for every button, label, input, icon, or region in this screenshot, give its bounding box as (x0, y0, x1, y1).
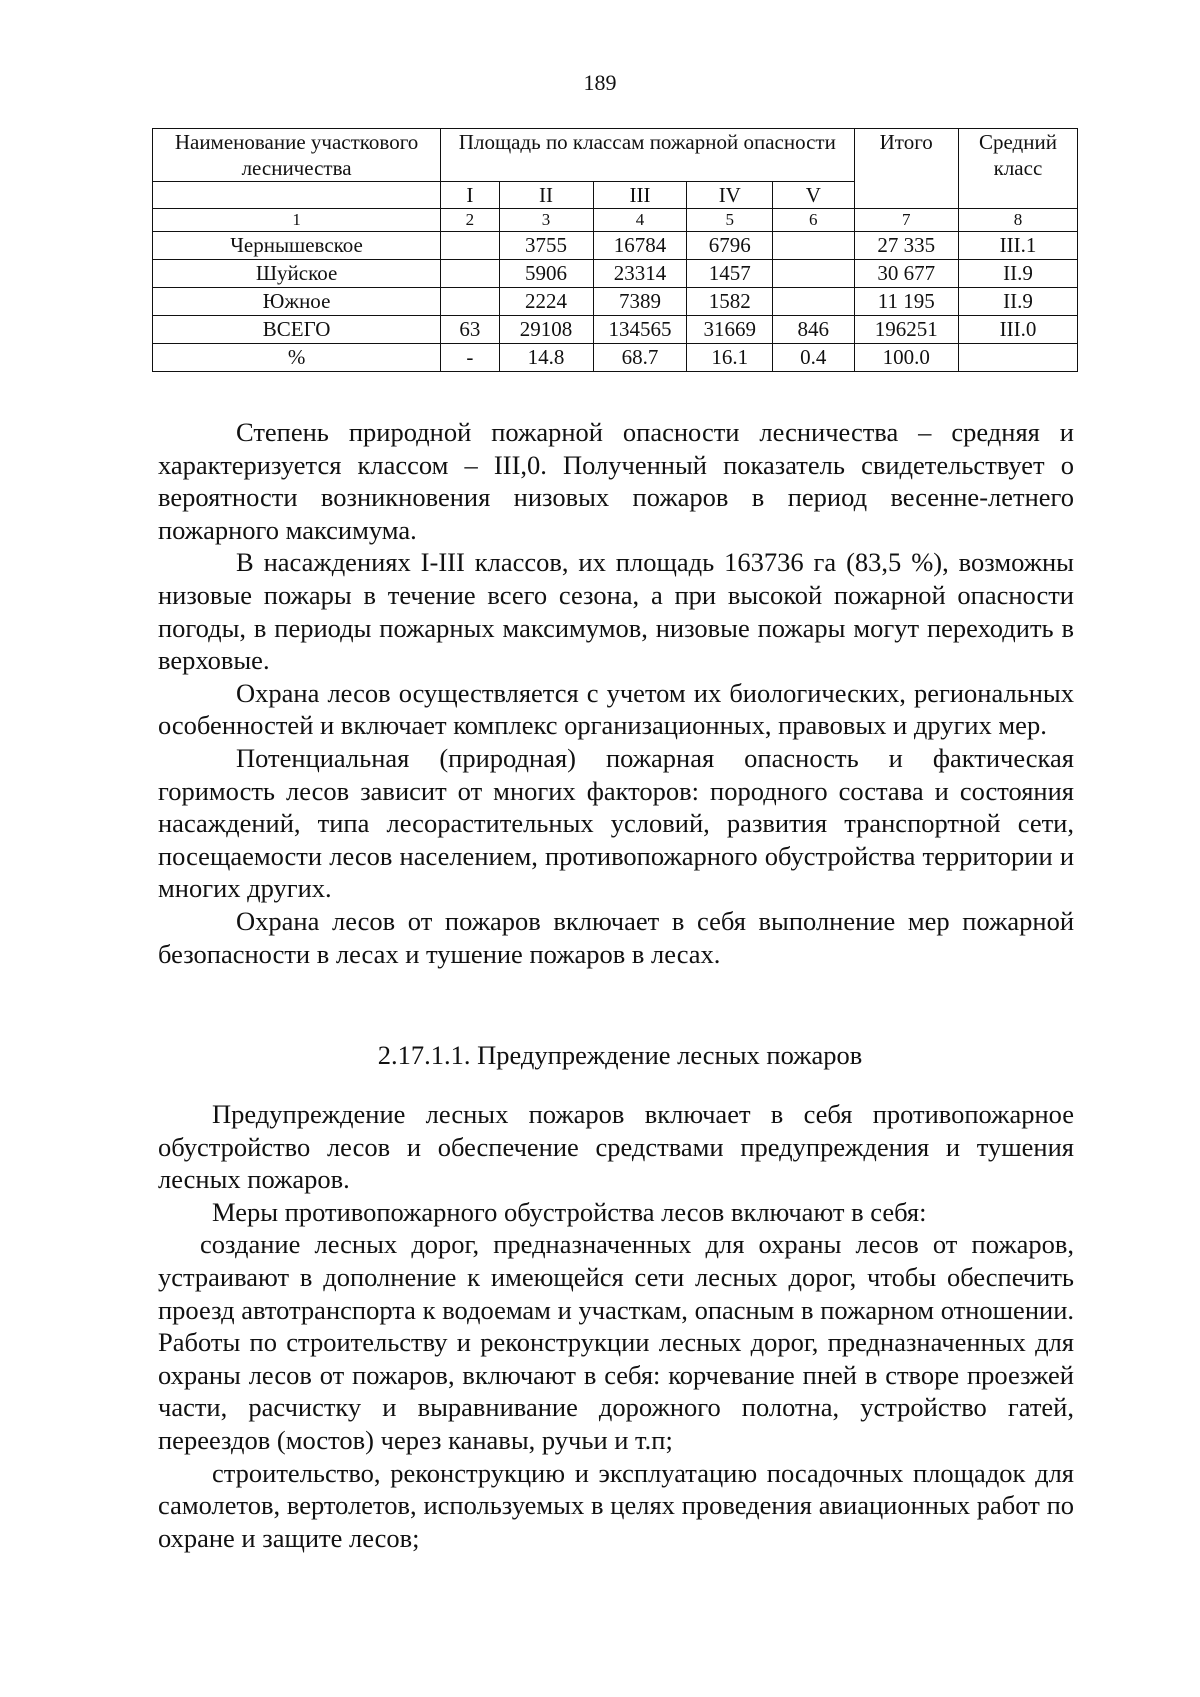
paragraph: Охрана лесов от пожаров включает в себя выполнение мер пожарной безопасности в лесах и тушение пожаров в лесах. (158, 905, 1074, 969)
paragraph: Потенциальная (природная) пожарная опасность и фактическая горимость лесов зависит от многих факторов: породного состава и состояния насаждений, типа лесорастительных условий, развития транспортной сети, посещаемости лесов населением, противопожарного обустройства территории и многих других. (158, 742, 1074, 904)
table-cell: % (153, 344, 441, 372)
table-cell: 1457 (687, 260, 773, 288)
paragraph: Меры противопожарного обустройства лесов включают в себя: (212, 1196, 927, 1227)
paragraph: Степень природной пожарной опасности лесничества – средняя и характеризуется классом – III,0. Полученный показатель свидетельствует о вероятности возникновения низовых пожаров в период весенне-летнего пожарного максимума. (158, 417, 1074, 545)
table-cell: 100.0 (854, 344, 958, 372)
table-cell: 0.4 (773, 344, 854, 372)
table-cell: 63 (441, 316, 499, 344)
page-number: 189 (583, 70, 617, 95)
col-number: 5 (687, 209, 773, 232)
header-name-spacer (153, 182, 441, 209)
table-cell: 3755 (499, 232, 593, 260)
table-cell: Чернышевское (153, 232, 441, 260)
table-cell (441, 260, 499, 288)
table-row-total (153, 316, 1078, 344)
table-cell: 11 195 (854, 288, 958, 316)
table-row (153, 288, 1078, 316)
header-class-2: II (499, 182, 593, 209)
table-cell (773, 288, 854, 316)
table-cell: 7389 (593, 288, 687, 316)
header-total: Итого (854, 129, 958, 209)
list-item: создание лесных дорог, предназначенных для охраны лесов от пожаров, устраивают в дополнение к имеющейся сети лесных дорог, чтобы обеспечить проезд автотранспорта к водоемам и участкам, опасным в пожарном отношении. Работы по строительству и реконструкции лесных дорог, предназначенных для охраны лесов от пожаров, включают в себя: корчевание пней в створе проезжей части, расчистку и выравнивание дорожного полотна, устройство гатей, переездов (мостов) через канавы, ручьи и т.п; (158, 1229, 1074, 1455)
table-cell: 27 335 (854, 232, 958, 260)
header-name-col: Наименование участкового лесничества (153, 129, 441, 182)
col-number: 6 (773, 209, 854, 232)
table-cell: 68.7 (593, 344, 687, 372)
paragraph: Охрана лесов осуществляется с учетом их биологических, региональных особенностей и включает комплекс организационных, правовых и других мер. (158, 677, 1074, 741)
table-row-percent (153, 344, 1078, 372)
header-avg-class: Средний класс (958, 129, 1077, 209)
header-class-1: I (441, 182, 499, 209)
table-cell: - (441, 344, 499, 372)
col-number: 1 (153, 209, 441, 232)
paragraph: В насаждениях I-III классов, их площадь 163736 га (83,5 %), возможны низовые пожары в течение всего сезона, а при высокой пожарной опасности погоды, в периоды пожарных максимумов, низовые пожары могут переходить в верховые. (158, 547, 1074, 676)
header-area-group: Площадь по классам пожарной опасности (441, 129, 854, 182)
table-cell: II.9 (958, 288, 1077, 316)
table-cell: 196251 (854, 316, 958, 344)
table-cell: 29108 (499, 316, 593, 344)
table-cell: III.0 (958, 316, 1077, 344)
fire-danger-table (152, 128, 1078, 372)
table-cell: 16.1 (687, 344, 773, 372)
table-cell: 2224 (499, 288, 593, 316)
col-number: 8 (958, 209, 1077, 232)
table-cell: 14.8 (499, 344, 593, 372)
col-number: 4 (593, 209, 687, 232)
section-heading: 2.17.1.1. Предупреждение лесных пожаров (377, 1040, 863, 1070)
table-cell: 1582 (687, 288, 773, 316)
table-cell (958, 344, 1077, 372)
table-cell (773, 260, 854, 288)
body-text-section-2 (158, 1098, 1074, 1554)
table-cell (441, 288, 499, 316)
table-cell: ВСЕГО (153, 316, 441, 344)
table-cell: 30 677 (854, 260, 958, 288)
col-number: 7 (854, 209, 958, 232)
table-cell: 6796 (687, 232, 773, 260)
table-cell: 846 (773, 316, 854, 344)
header-class-5: V (773, 182, 854, 209)
table-cell (773, 232, 854, 260)
list-item: строительство, реконструкцию и эксплуатацию посадочных площадок для самолетов, вертолетов, используемых в целях проведения авиационных работ по охране и защите лесов; (158, 1457, 1074, 1553)
body-text-section-1 (158, 416, 1074, 970)
table-cell: 31669 (687, 316, 773, 344)
col-number: 3 (499, 209, 593, 232)
table-cell: 134565 (593, 316, 687, 344)
table-cell: III.1 (958, 232, 1077, 260)
col-number: 2 (441, 209, 499, 232)
header-class-3: III (593, 182, 687, 209)
paragraph: Предупреждение лесных пожаров включает в себя противопожарное обустройство лесов и обеспечение средствами предупреждения и тушения лесных пожаров. (158, 1099, 1074, 1195)
table-cell: 23314 (593, 260, 687, 288)
header-class-4: IV (687, 182, 773, 209)
table-cell: II.9 (958, 260, 1077, 288)
table-row (153, 232, 1078, 260)
table-cell: 5906 (499, 260, 593, 288)
table-cell (441, 232, 499, 260)
table-row (153, 260, 1078, 288)
table-cell: Шуйское (153, 260, 441, 288)
table-cell: Южное (153, 288, 441, 316)
table-cell: 16784 (593, 232, 687, 260)
